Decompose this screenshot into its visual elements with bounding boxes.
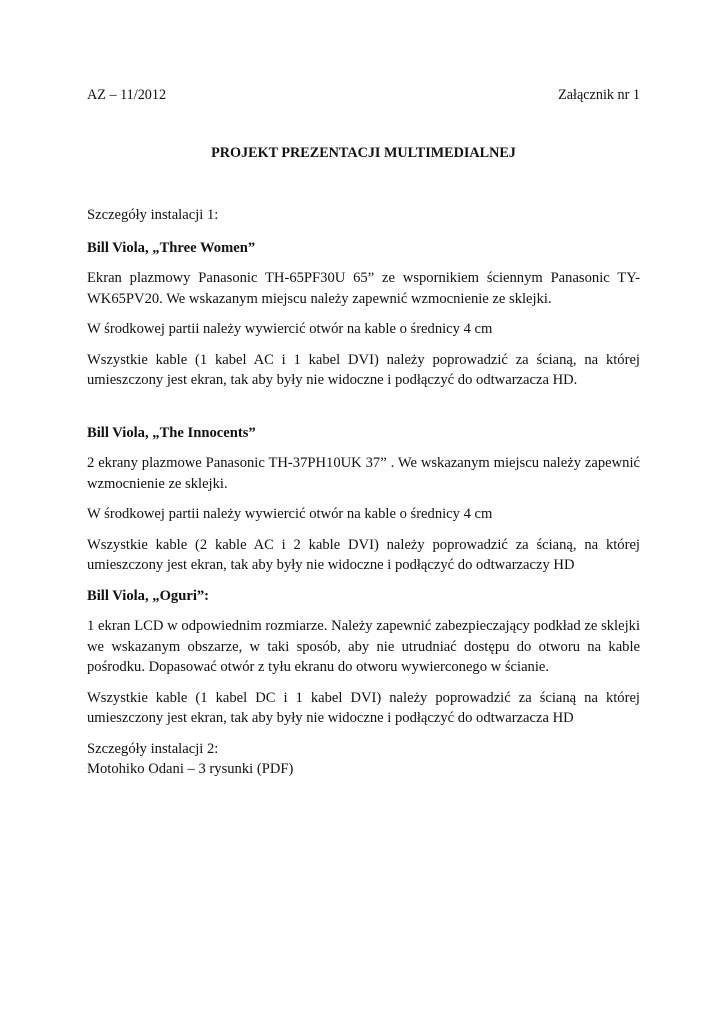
work3-heading: Bill Viola, „Oguri”: — [87, 587, 210, 604]
page-header — [87, 87, 640, 104]
section2-line: Motohiko Odani – 3 rysunki (PDF) — [87, 761, 294, 777]
work2-heading: Bill Viola, „The Innocents” — [87, 424, 256, 441]
work1-paragraph-2: W środkowej partii należy wywiercić otwór na kable o średnicy 4 cm — [87, 321, 493, 337]
section1-intro: Szczegóły instalacji 1: — [87, 207, 219, 223]
work1-paragraph-1: Ekran plazmowy Panasonic TH-65PF30U 65” ze wspornikiem ściennym Panasonic TY-WK65PV20. We wskazanym miejscu należy zapewnić wzmocnienie ze sklejki. — [87, 270, 640, 307]
work3-paragraph-2: Wszystkie kable (1 kabel DC i 1 kabel DVI) należy poprowadzić za ścianą na której umieszczony jest ekran, tak aby były nie widoczne i podłączyć do odtwarzacza HD — [87, 689, 640, 726]
work1-heading: Bill Viola, „Three Women” — [87, 239, 256, 256]
document-title: PROJEKT PREZENTACJI MULTIMEDIALNEJ — [211, 145, 516, 161]
section-spacer — [87, 401, 640, 423]
work3-paragraph-1: 1 ekran LCD w odpowiednim rozmiarze. Należy zapewnić zabezpieczający podkład ze sklejki we wskazanym obszarze, w taki sposób, aby nie utrudniać dostępu do otworu na kable pośrodku. Dopasować otwór z tyłu ekranu do otworu wywierconego w ścianie. — [87, 618, 640, 675]
work1-paragraph-3: Wszystkie kable (1 kabel AC i 1 kabel DVI) należy poprowadzić za ścianą, na której umieszczony jest ekran, tak aby były nie widoczne i podłączyć do odtwarzacza HD. — [87, 351, 640, 388]
section2-intro: Szczegóły instalacji 2: — [87, 740, 219, 757]
work2-paragraph-1: 2 ekrany plazmowe Panasonic TH-37PH10UK 37” . We wskazanym miejscu należy zapewnić wzmocnienie ze sklejki. — [87, 455, 640, 492]
attachment-number: Załącznik nr 1 — [558, 87, 640, 103]
work2-paragraph-3: Wszystkie kable (2 kable AC i 2 kable DVI) należy poprowadzić za ścianą, na której umieszczony jest ekran, tak aby były nie widoczne i podłączyć do odtwarzaczy HD — [87, 536, 640, 573]
document-body — [87, 205, 640, 780]
document-reference: AZ – 11/2012 — [87, 87, 167, 103]
work2-paragraph-2: W środkowej partii należy wywiercić otwór na kable o średnicy 4 cm — [87, 506, 493, 522]
